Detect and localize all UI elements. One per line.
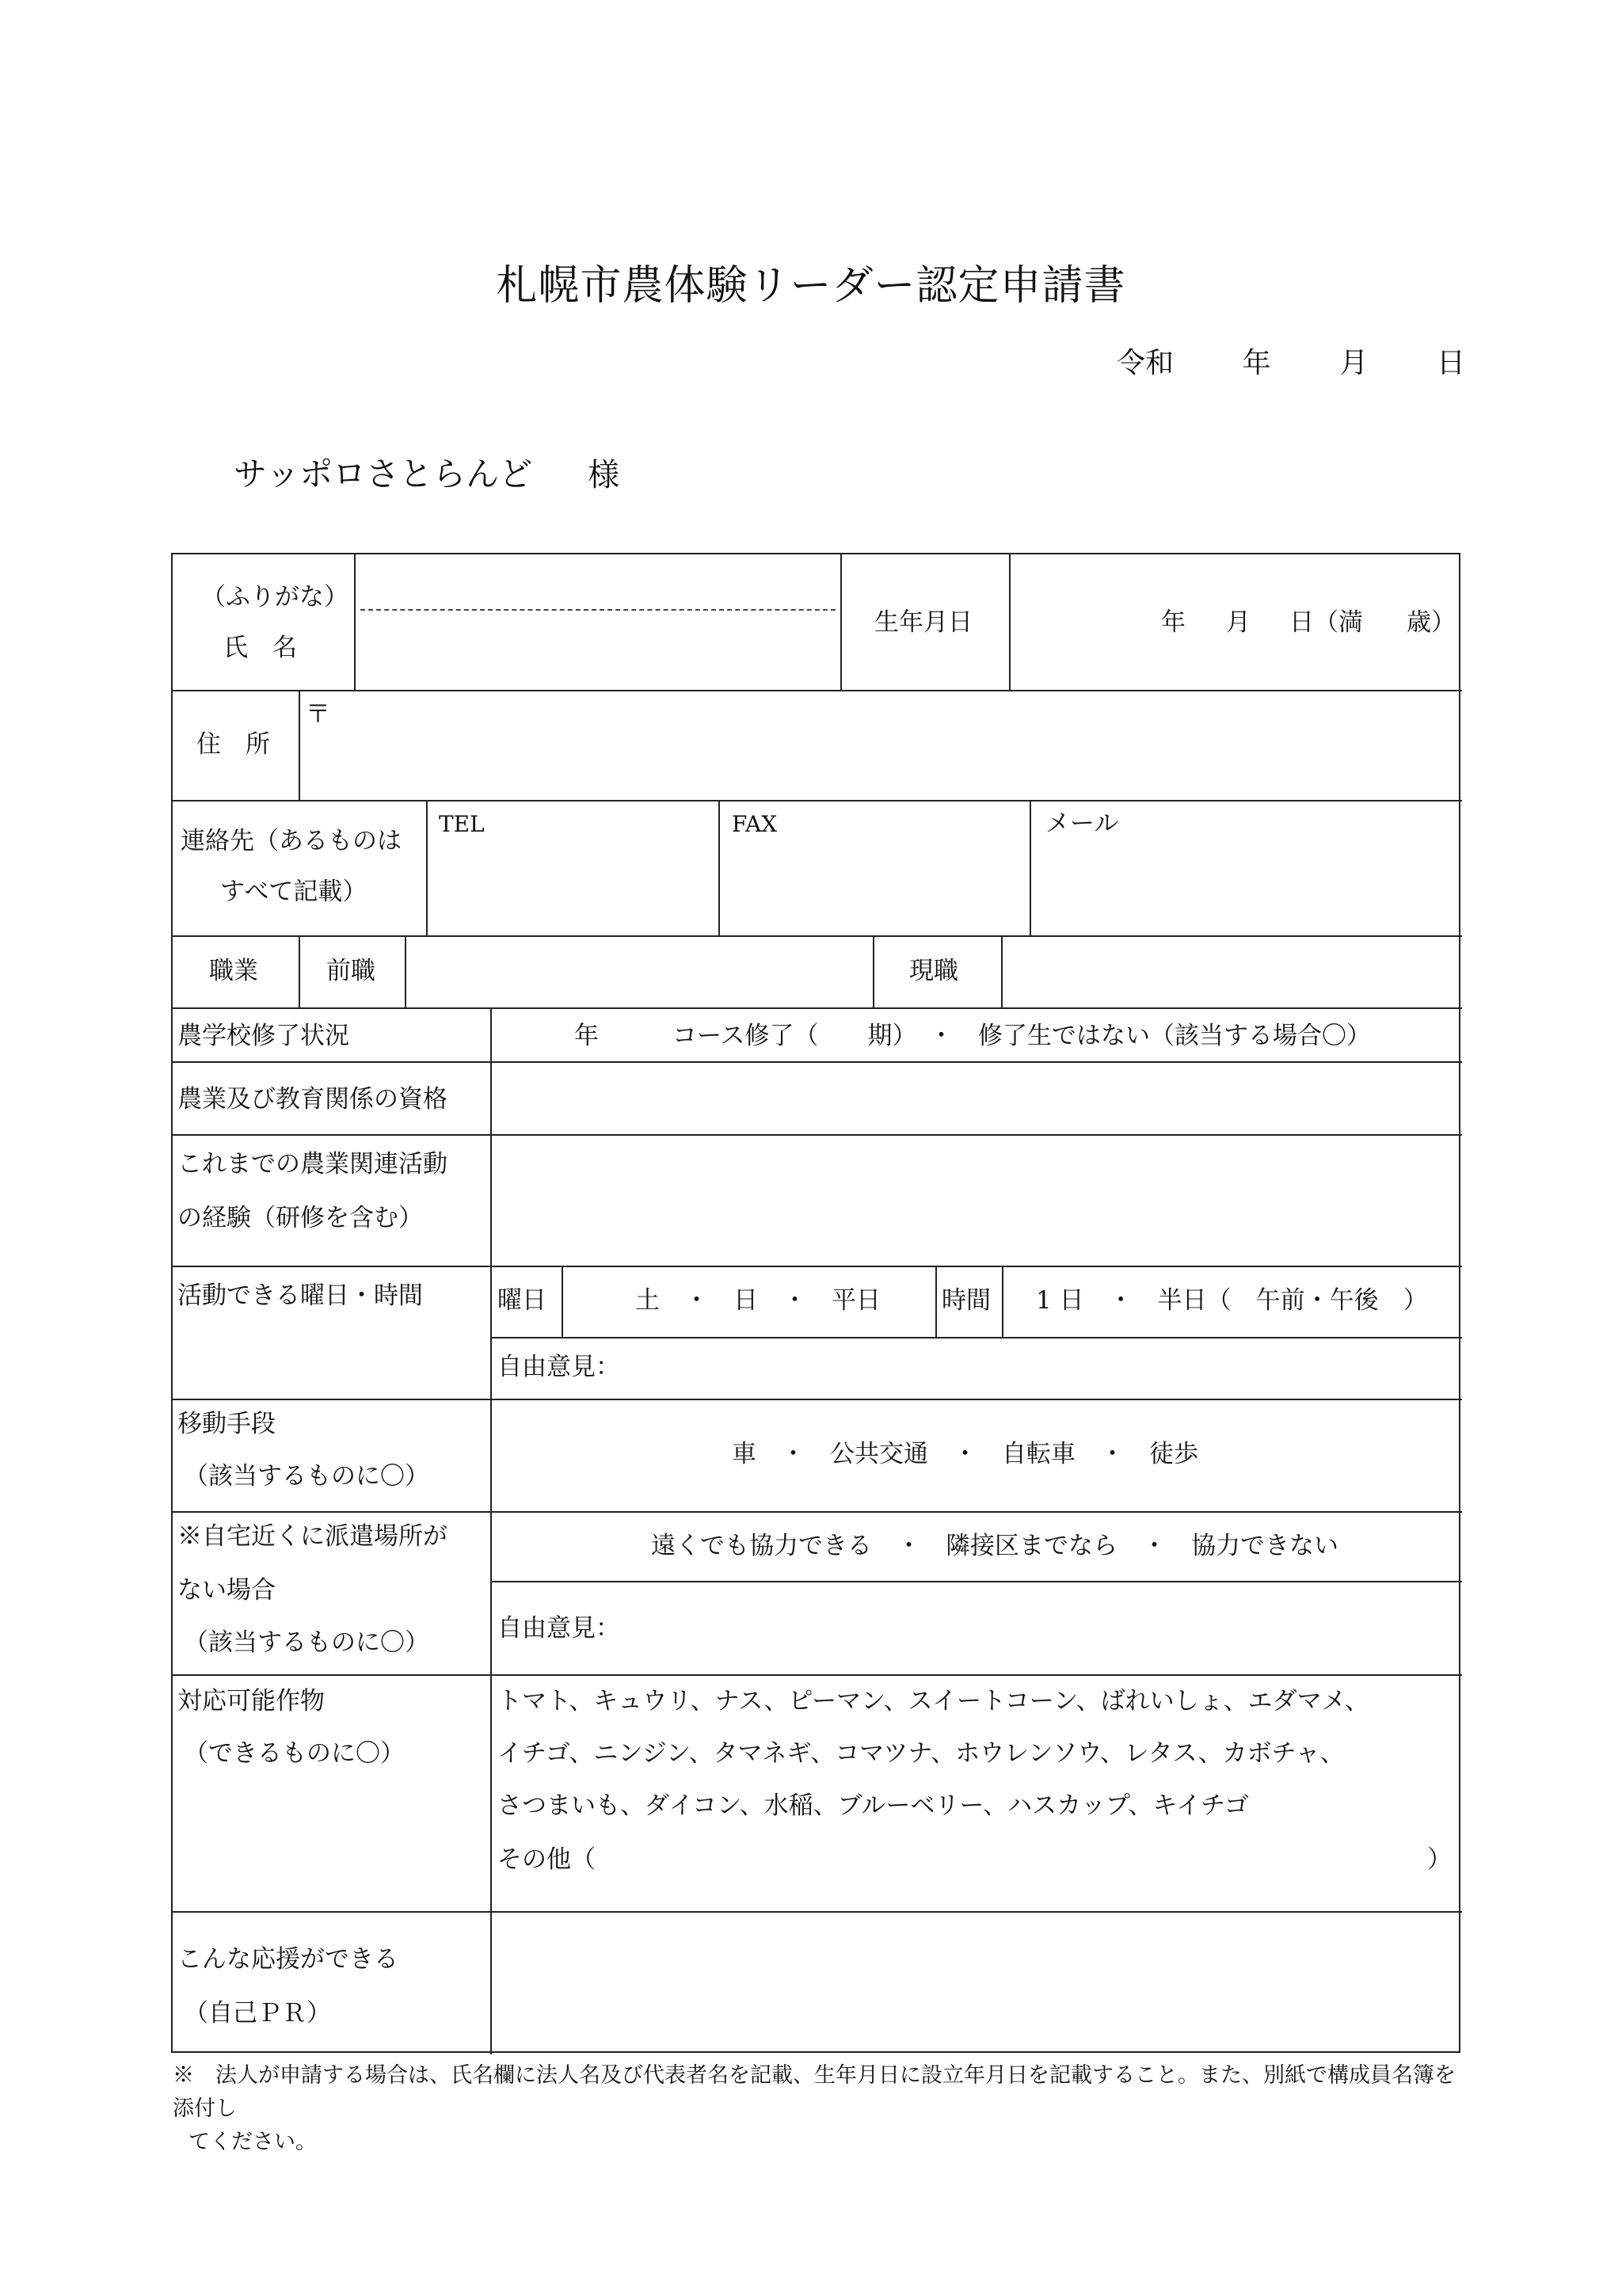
school-status-label: 農学校修了状況 bbox=[177, 1022, 349, 1050]
mail-label: メール bbox=[1045, 809, 1119, 838]
birth-month-unit: 月 bbox=[1226, 608, 1251, 637]
birth-year-unit: 年 bbox=[1161, 608, 1186, 637]
crops-label-line2: （できるものに〇） bbox=[184, 1739, 405, 1768]
date-year: 年 bbox=[1242, 347, 1271, 379]
previous-job-label: 前職 bbox=[326, 957, 375, 985]
date-month: 月 bbox=[1339, 347, 1369, 379]
crops-line-1: トマト、キュウリ、ナス、ピーマン、スイートコーン、ばれいしょ、エダマメ、 bbox=[497, 1687, 1369, 1715]
page-title: 札幌市農体験リーダー認定申請書 bbox=[496, 262, 1126, 310]
addressee bbox=[234, 448, 619, 496]
name-label: 氏 名 bbox=[223, 634, 297, 662]
crops-other-close: ） bbox=[1427, 1845, 1452, 1874]
addressee-honorific: 様 bbox=[588, 457, 620, 493]
transport-label-line1: 移動手段 bbox=[177, 1410, 276, 1438]
date-era: 令和 bbox=[1117, 347, 1175, 379]
pr-label-line1: こんな応援ができる bbox=[177, 1945, 398, 1974]
pr-label-line2: （自己ＰＲ） bbox=[184, 1999, 331, 2028]
furigana-label: （ふりがな） bbox=[201, 583, 348, 611]
transport-options: 車 ・ 公共交通 ・ 自転車 ・ 徒歩 bbox=[732, 1440, 1198, 1468]
tel-label: TEL bbox=[439, 811, 485, 837]
current-job-label: 現職 bbox=[909, 957, 958, 985]
time-options: 1 日 ・ 半日（ 午前・午後 ） bbox=[1036, 1286, 1428, 1315]
availability-free-opinion: 自由意見： bbox=[497, 1353, 620, 1381]
occupation-label: 職業 bbox=[209, 957, 258, 985]
remote-label-line2: ない場合 bbox=[177, 1576, 276, 1605]
contact-label-line1: 連絡先（あるものは bbox=[181, 827, 402, 855]
time-label: 時間 bbox=[942, 1286, 991, 1315]
transport-label-line2: （該当するものに〇） bbox=[184, 1462, 429, 1491]
footnote-line2: てください。 bbox=[188, 2129, 317, 2154]
school-status-value: 年 コース修了（ 期） ・ 修了生ではない（該当する場合〇） bbox=[574, 1022, 1371, 1050]
crops-label-line1: 対応可能作物 bbox=[177, 1687, 325, 1715]
crops-other-open: その他（ bbox=[497, 1845, 596, 1874]
day-label: 曜日 bbox=[497, 1286, 546, 1315]
address-label: 住 所 bbox=[196, 730, 270, 759]
remote-label-line3: （該当するものに〇） bbox=[184, 1628, 429, 1657]
remote-free-opinion: 自由意見： bbox=[497, 1614, 620, 1643]
contact-label-line2: すべて記載） bbox=[220, 878, 367, 906]
date-day: 日 bbox=[1436, 347, 1465, 379]
availability-label: 活動できる曜日・時間 bbox=[177, 1281, 423, 1310]
application-form-table bbox=[171, 553, 1460, 2053]
fax-label: FAX bbox=[732, 811, 778, 837]
birth-age-unit: 歳） bbox=[1407, 608, 1456, 637]
footnote bbox=[173, 2059, 1472, 2159]
footnote-line1: ※ 法人が申請する場合は、氏名欄に法人名及び代表者名を記載、生年月日に設立年月日を記載すること。また、別紙で構成員名簿を添付し bbox=[173, 2063, 1456, 2121]
remote-label-line1: ※自宅近くに派遣場所が bbox=[177, 1522, 447, 1551]
crops-line-3: さつまいも、ダイコン、水稲、ブルーベリー、ハスカップ、キイチゴ bbox=[497, 1791, 1249, 1820]
crops-line-2: イチゴ、ニンジン、タマネギ、コマツナ、ホウレンソウ、レタス、カボチャ、 bbox=[497, 1739, 1345, 1768]
experience-label-line2: の経験（研修を含む） bbox=[177, 1204, 423, 1232]
experience-label-line1: これまでの農業関連活動 bbox=[177, 1150, 447, 1178]
remote-options: 遠くでも協力できる ・ 隣接区までなら ・ 協力できない bbox=[651, 1532, 1338, 1560]
addressee-name: サッポロさとらんど bbox=[234, 455, 533, 493]
day-options: 土 ・ 日 ・ 平日 bbox=[635, 1286, 881, 1315]
birthdate-label: 生年月日 bbox=[874, 608, 973, 637]
qualification-label: 農業及び教育関係の資格 bbox=[177, 1085, 447, 1114]
postal-mark: 〒 bbox=[306, 700, 330, 729]
birth-day-unit: 日（満 bbox=[1289, 608, 1363, 637]
application-date bbox=[1117, 341, 1465, 381]
